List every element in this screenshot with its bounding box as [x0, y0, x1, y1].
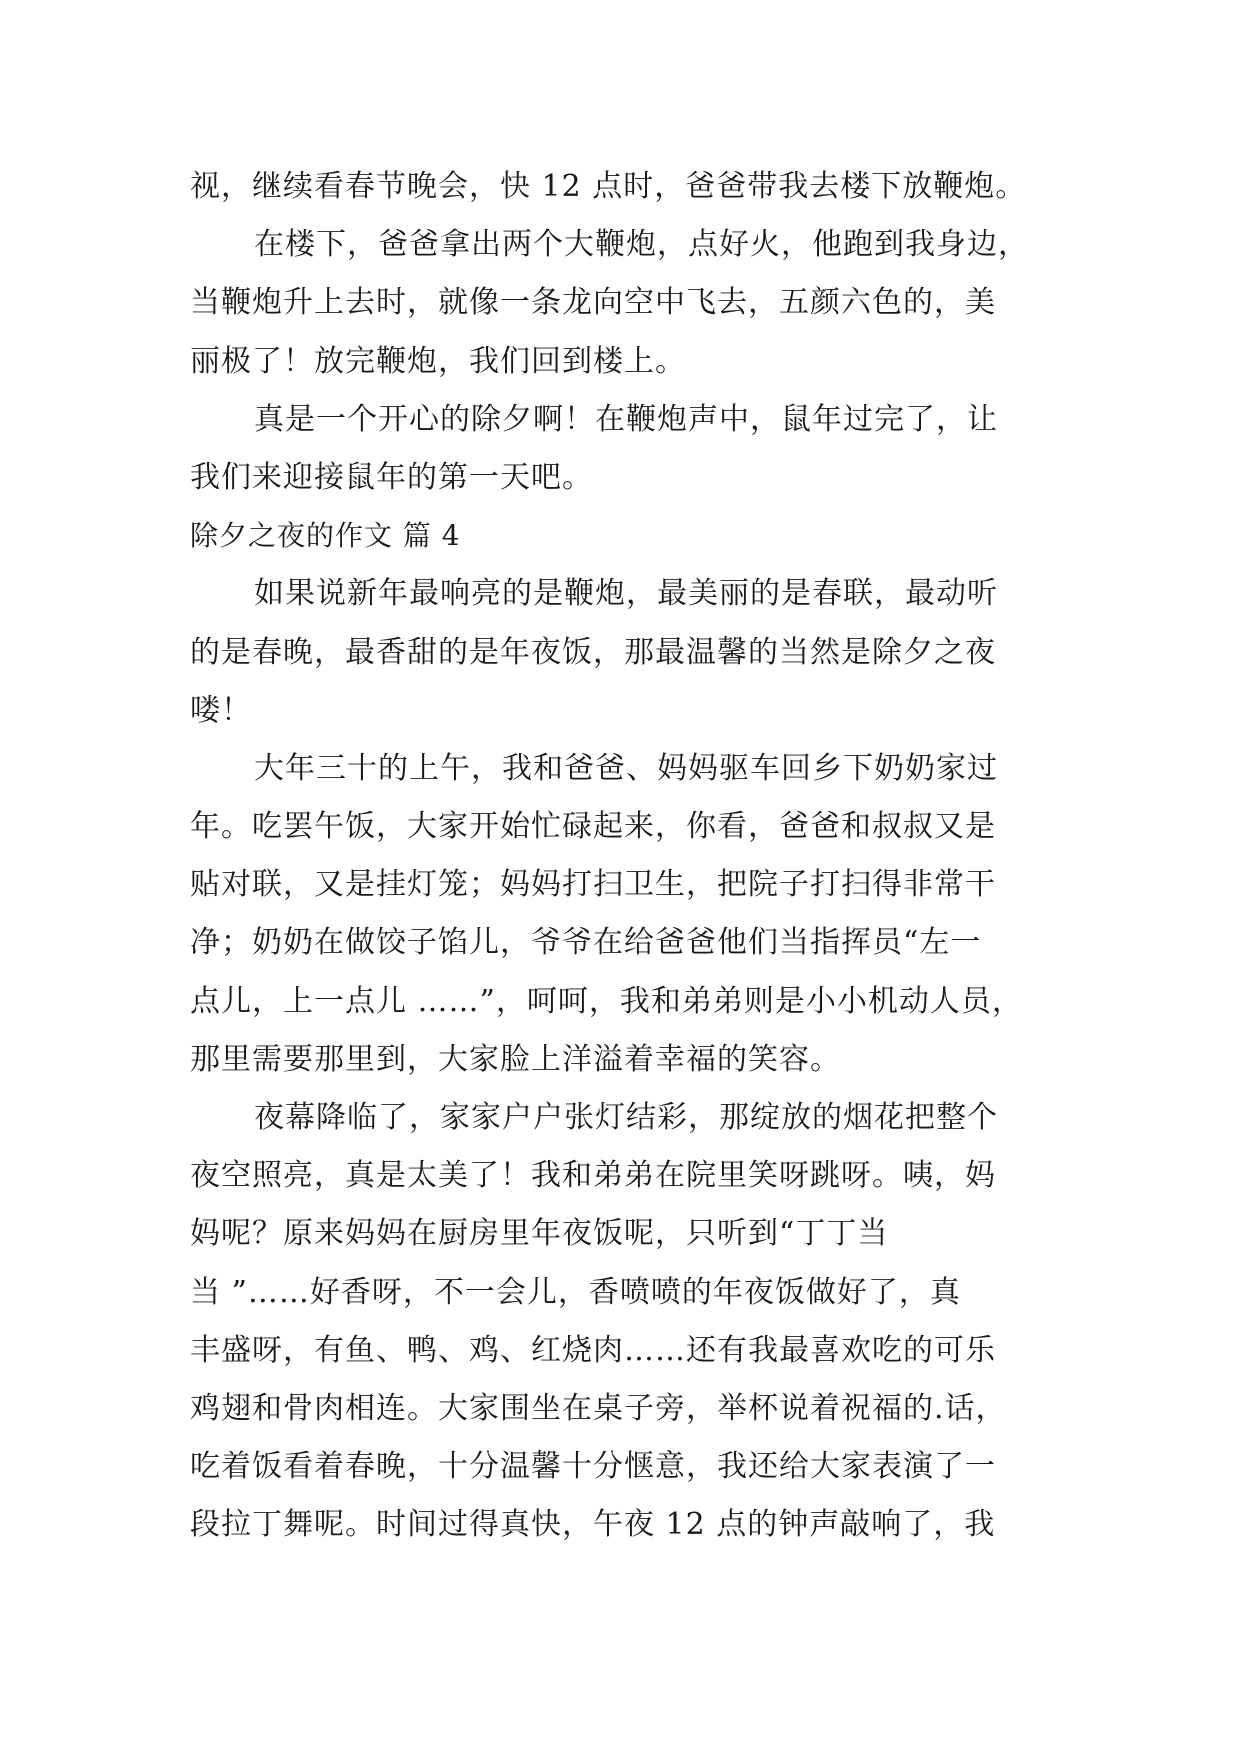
text-line: 丰盛呀，有鱼、鸭、鸡、红烧肉……还有我最喜欢吃的可乐 — [190, 1332, 996, 1368]
text-line: 点儿，上一点儿 ……”，呵呵，我和弟弟则是小小机动人员， — [190, 983, 1023, 1019]
text-line: 当鞭炮升上去时，就像一条龙向空中飞去，五颜六色的，美 — [190, 285, 996, 321]
text-line: 我们来迎接鼠年的第一天吧。 — [190, 459, 593, 495]
text-line: 净；奶奶在做饺子馅儿，爷爷在给爸爸他们当指挥员“左一 — [190, 925, 982, 961]
text-line: 鸡翅和骨肉相连。大家围坐在桌子旁，举杯说着祝福的.话， — [190, 1390, 1007, 1426]
text-line: 的是春晚，最香甜的是年夜饭，那最温馨的当然是除夕之夜 — [190, 634, 996, 670]
section-heading: 除夕之夜的作文 篇 4 — [190, 519, 461, 553]
text-line: 贴对联，又是挂灯笼；妈妈打扫卫生，把院子打扫得非常干 — [190, 867, 996, 903]
text-line: 真是一个开心的除夕啊！在鞭炮声中，鼠年过完了，让 — [254, 401, 998, 437]
text-line: 吃着饭看着春晚，十分温馨十分惬意，我还给大家表演了一 — [190, 1449, 996, 1485]
text-line: 视，继续看春节晚会，快 12 点时，爸爸带我去楼下放鞭炮。 — [190, 169, 1027, 204]
essay-body — [190, 158, 1052, 1555]
text-line: 如果说新年最响亮的是鞭炮，最美丽的是春联，最动听 — [254, 576, 998, 612]
text-line: 在楼下，爸爸拿出两个大鞭炮，点好火，他跑到我身边， — [254, 227, 1029, 263]
text-line: 夜空照亮，真是太美了！我和弟弟在院里笑呀跳呀。咦，妈 — [190, 1158, 996, 1194]
text-line: 喽！ — [190, 692, 252, 728]
text-line: 夜幕降临了，家家户户张灯结彩，那绽放的烟花把整个 — [254, 1100, 998, 1135]
text-line: 妈呢？原来妈妈在厨房里年夜饭呢，只听到“丁丁当 — [190, 1216, 889, 1252]
text-line: 那里需要那里到，大家脸上洋溢着幸福的笑容。 — [190, 1041, 841, 1077]
text-line: 大年三十的上午，我和爸爸、妈妈驱车回乡下奶奶家过 — [254, 750, 998, 786]
text-line: 当 ”……好香呀，不一会儿，香喷喷的年夜饭做好了，真 — [190, 1274, 961, 1310]
text-line: 段拉丁舞呢。时间过得真快，午夜 12 点的钟声敲响了，我 — [190, 1507, 996, 1543]
text-line: 丽极了！放完鞭炮，我们回到楼上。 — [190, 343, 686, 379]
text-line: 年。吃罢午饭，大家开始忙碌起来，你看，爸爸和叔叔又是 — [190, 809, 996, 845]
